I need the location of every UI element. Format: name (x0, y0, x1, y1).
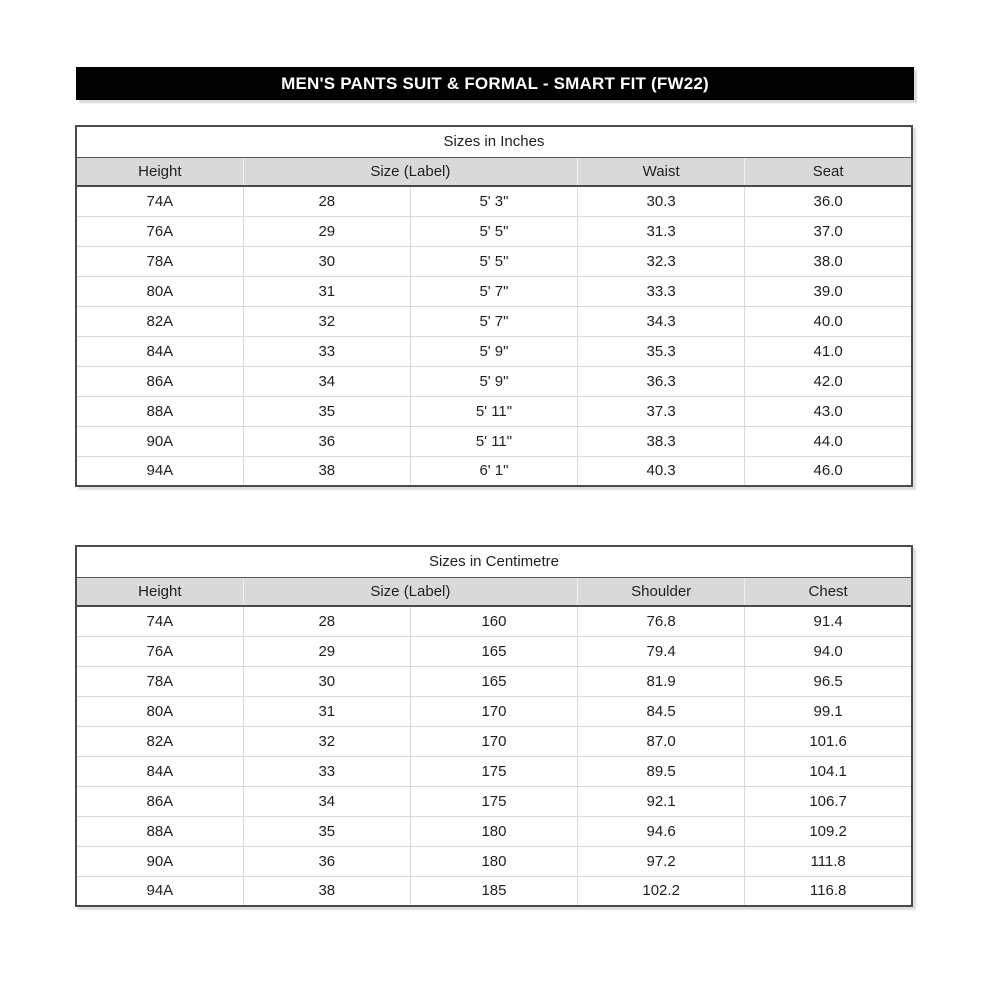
cell-chest: 106.7 (745, 786, 912, 816)
cell-chest: 116.8 (745, 876, 912, 906)
cell-height: 80A (76, 276, 243, 306)
cell-waist: 38.3 (578, 426, 745, 456)
cell-height: 76A (76, 636, 243, 666)
cell-size-number: 31 (243, 696, 410, 726)
table-row (76, 276, 912, 306)
table-row (76, 666, 912, 696)
column-header-size-label: Size (Label) (243, 157, 577, 186)
table-row (76, 726, 912, 756)
cell-shoulder: 102.2 (578, 876, 745, 906)
column-header-shoulder: Shoulder (578, 577, 745, 606)
table-row (76, 306, 912, 336)
cell-shoulder: 81.9 (578, 666, 745, 696)
column-header-waist: Waist (578, 157, 745, 186)
cell-size-label: 5' 7" (410, 306, 577, 336)
cm-table-header-row (76, 577, 912, 606)
column-header-seat: Seat (745, 157, 912, 186)
cell-height: 88A (76, 816, 243, 846)
cell-size-number: 35 (243, 396, 410, 426)
cell-size-label: 180 (410, 846, 577, 876)
cell-size-label: 5' 7" (410, 276, 577, 306)
cell-chest: 101.6 (745, 726, 912, 756)
cell-size-label: 170 (410, 726, 577, 756)
cell-size-number: 34 (243, 786, 410, 816)
inches-table-header-row (76, 157, 912, 186)
cell-shoulder: 89.5 (578, 756, 745, 786)
cell-height: 90A (76, 846, 243, 876)
cell-size-label: 185 (410, 876, 577, 906)
inches-table-title: Sizes in Inches (76, 126, 912, 157)
column-header-height: Height (76, 157, 243, 186)
cell-shoulder: 79.4 (578, 636, 745, 666)
table-row (76, 696, 912, 726)
cell-size-label: 175 (410, 756, 577, 786)
cell-size-label: 5' 9" (410, 336, 577, 366)
cell-size-label: 5' 5" (410, 246, 577, 276)
table-row (76, 366, 912, 396)
cell-height: 82A (76, 726, 243, 756)
cell-size-label: 180 (410, 816, 577, 846)
cell-seat: 39.0 (745, 276, 912, 306)
table-row (76, 396, 912, 426)
cell-waist: 30.3 (578, 186, 745, 216)
cell-seat: 44.0 (745, 426, 912, 456)
cm-table-title: Sizes in Centimetre (76, 546, 912, 577)
cell-size-number: 36 (243, 846, 410, 876)
cell-height: 84A (76, 756, 243, 786)
cell-chest: 99.1 (745, 696, 912, 726)
cell-size-label: 5' 3" (410, 186, 577, 216)
table-row (76, 606, 912, 636)
cell-size-label: 5' 11" (410, 396, 577, 426)
cell-waist: 40.3 (578, 456, 745, 486)
cell-chest: 94.0 (745, 636, 912, 666)
cell-seat: 38.0 (745, 246, 912, 276)
page-title: MEN'S PANTS SUIT & FORMAL - SMART FIT (FW22) (76, 67, 914, 100)
cell-size-number: 31 (243, 276, 410, 306)
cell-size-number: 38 (243, 876, 410, 906)
table-row (76, 246, 912, 276)
cell-height: 76A (76, 216, 243, 246)
table-row (76, 426, 912, 456)
table-row (76, 876, 912, 906)
cell-waist: 32.3 (578, 246, 745, 276)
cell-height: 88A (76, 396, 243, 426)
cell-size-label: 175 (410, 786, 577, 816)
cell-chest: 96.5 (745, 666, 912, 696)
cell-height: 94A (76, 876, 243, 906)
cell-size-label: 5' 9" (410, 366, 577, 396)
cell-size-label: 170 (410, 696, 577, 726)
table-row (76, 186, 912, 216)
cell-waist: 36.3 (578, 366, 745, 396)
cell-seat: 37.0 (745, 216, 912, 246)
cell-seat: 36.0 (745, 186, 912, 216)
cell-seat: 42.0 (745, 366, 912, 396)
table-row (76, 756, 912, 786)
cell-shoulder: 76.8 (578, 606, 745, 636)
cell-waist: 31.3 (578, 216, 745, 246)
cell-height: 84A (76, 336, 243, 366)
cell-size-number: 38 (243, 456, 410, 486)
cell-size-number: 32 (243, 306, 410, 336)
cell-size-label: 6' 1" (410, 456, 577, 486)
cell-size-label: 165 (410, 636, 577, 666)
inches-size-table (75, 125, 913, 487)
cell-height: 74A (76, 606, 243, 636)
cell-height: 86A (76, 366, 243, 396)
cell-size-number: 36 (243, 426, 410, 456)
cell-height: 78A (76, 666, 243, 696)
cell-height: 94A (76, 456, 243, 486)
cell-size-number: 28 (243, 606, 410, 636)
cell-shoulder: 92.1 (578, 786, 745, 816)
cell-seat: 41.0 (745, 336, 912, 366)
cell-height: 82A (76, 306, 243, 336)
inches-table-body (76, 186, 912, 486)
cell-shoulder: 94.6 (578, 816, 745, 846)
table-row (76, 786, 912, 816)
cell-size-number: 29 (243, 636, 410, 666)
cell-chest: 104.1 (745, 756, 912, 786)
table-row (76, 636, 912, 666)
table-row (76, 456, 912, 486)
cell-size-label: 5' 5" (410, 216, 577, 246)
cell-shoulder: 97.2 (578, 846, 745, 876)
cell-waist: 33.3 (578, 276, 745, 306)
cm-table-body (76, 606, 912, 906)
cell-size-number: 33 (243, 756, 410, 786)
table-row (76, 816, 912, 846)
cell-height: 74A (76, 186, 243, 216)
inches-table-title-row (76, 126, 912, 157)
cell-size-label: 5' 11" (410, 426, 577, 456)
cm-table-title-row (76, 546, 912, 577)
cell-waist: 34.3 (578, 306, 745, 336)
cell-waist: 37.3 (578, 396, 745, 426)
cell-size-number: 34 (243, 366, 410, 396)
table-row (76, 336, 912, 366)
table-row (76, 216, 912, 246)
centimetre-size-table (75, 545, 913, 907)
cell-height: 90A (76, 426, 243, 456)
cell-size-number: 35 (243, 816, 410, 846)
column-header-size-label: Size (Label) (243, 577, 577, 606)
cell-size-number: 30 (243, 246, 410, 276)
cell-size-number: 28 (243, 186, 410, 216)
column-header-chest: Chest (745, 577, 912, 606)
cell-size-label: 160 (410, 606, 577, 636)
cell-size-number: 33 (243, 336, 410, 366)
table-row (76, 846, 912, 876)
cell-size-number: 30 (243, 666, 410, 696)
cell-height: 80A (76, 696, 243, 726)
cell-shoulder: 84.5 (578, 696, 745, 726)
column-header-height: Height (76, 577, 243, 606)
cell-seat: 46.0 (745, 456, 912, 486)
cell-chest: 91.4 (745, 606, 912, 636)
cell-height: 86A (76, 786, 243, 816)
cell-chest: 111.8 (745, 846, 912, 876)
cell-shoulder: 87.0 (578, 726, 745, 756)
cell-height: 78A (76, 246, 243, 276)
cell-size-number: 32 (243, 726, 410, 756)
cell-seat: 40.0 (745, 306, 912, 336)
cell-size-number: 29 (243, 216, 410, 246)
cell-waist: 35.3 (578, 336, 745, 366)
cell-seat: 43.0 (745, 396, 912, 426)
cell-chest: 109.2 (745, 816, 912, 846)
cell-size-label: 165 (410, 666, 577, 696)
